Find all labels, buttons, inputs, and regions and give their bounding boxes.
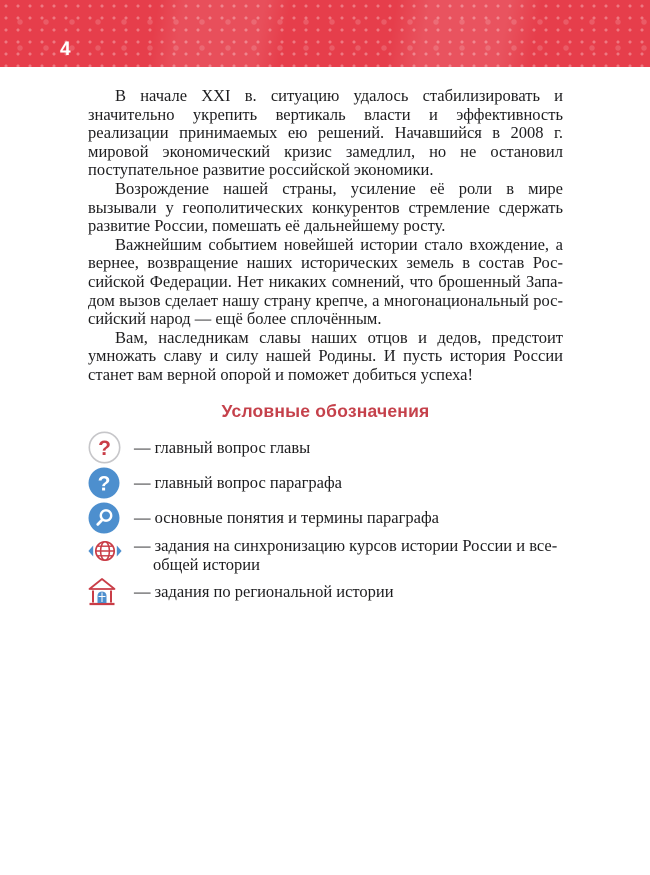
legend-item-label: — главный вопрос главы <box>134 438 311 457</box>
legend-heading: Условные обозначения <box>221 400 430 421</box>
legend-item-sync <box>88 536 563 574</box>
regional-home-icon <box>88 577 122 607</box>
intro-paragraph: Вам, наследникам славы наших отцов и дедов, предстоит умножать славу и силу нашей Родины. И пусть история России станет вам верной опорой и поможет добиться успеха! <box>88 327 563 384</box>
svg-text:?: ? <box>98 437 111 460</box>
svg-text:?: ? <box>97 472 111 495</box>
intro-paragraph: Возрождение нашей страны, усиление её роли в мире вызывали у геополитических конкурентов стремление сдержать развитие России, помешать её дальнейшему росту. <box>88 178 563 236</box>
header-band <box>0 0 650 67</box>
intro-paragraph: В начале XXI в. ситуацию удалось стабилизировать и значительно укрепить вертикаль власти и эффективность реализации принимаемых ею решений. Начавшийся в 2008 г. мировой экономический кризис замедлил, но не остановил поступательное развитие российской экономики. <box>88 86 563 180</box>
legend-item-label: — главный вопрос параграфа <box>134 473 342 492</box>
page-content <box>88 87 563 610</box>
globe-sync-icon <box>88 539 122 563</box>
chapter-question-icon <box>88 431 122 464</box>
legend-item-label: — задания по региональной истории <box>134 582 394 601</box>
legend-item-paragraph-question <box>88 466 563 500</box>
legend-item-terms <box>88 501 563 535</box>
legend-item-label: — задания на синхронизацию курсов истории России и всеобщей истории <box>134 535 558 574</box>
paragraph-question-icon <box>88 467 122 499</box>
legend-item-chapter-question <box>88 431 563 465</box>
legend-item-regional <box>88 575 563 609</box>
page-number: 4 <box>60 39 71 60</box>
terms-magnifier-icon <box>88 502 122 534</box>
legend-item-label: — основные понятия и термины параграфа <box>134 508 439 527</box>
legend-list <box>88 431 563 609</box>
intro-paragraph: Важнейшим событием новейшей истории стало вхождение, а вернее, возвращение наших исторических земель в состав Российской Федерации. Нет никаких сомнений, что брошенный Западом вызов сделает нашу страну крепче, а многонациональный российский народ — ещё более сплочённым. <box>88 234 563 329</box>
